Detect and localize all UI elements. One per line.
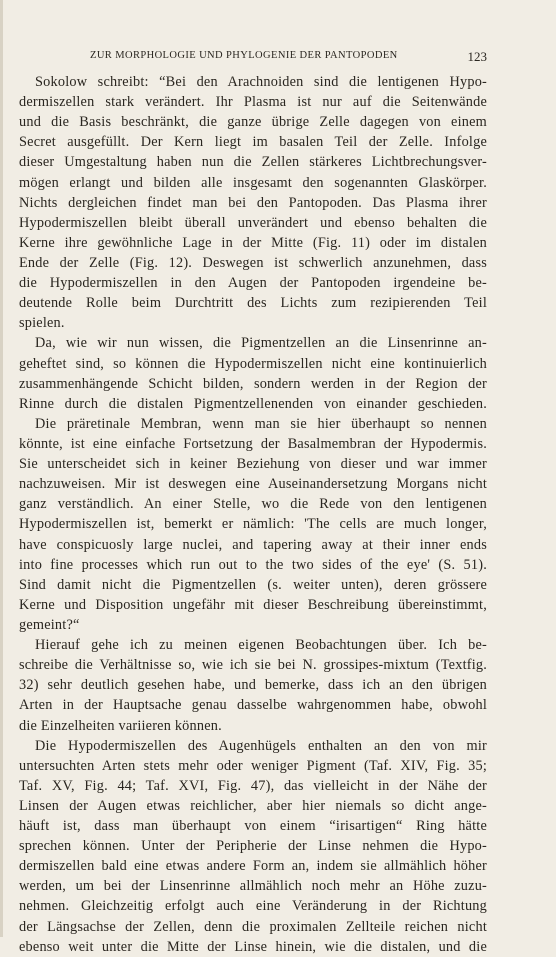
text-line: Linsen der Augen etwas reichlicher, aber hier niemals so dicht ange- — [19, 797, 487, 814]
text-line: zusammenhängende Schicht bilden, sondern werden in der Region der — [19, 375, 487, 392]
text-line: häuft ist, dass man überhaupt von einem “irisartigen“ Ring hätte — [19, 818, 487, 835]
text-line: werden, um bei der Linsenrinne allmählich noch mehr an Höhe zuzu- — [19, 878, 487, 895]
text-line: nehmen. Gleichzeitig erfolgt auch eine Veränderung in der Richtung — [19, 898, 487, 915]
text-line: spielen. — [19, 315, 65, 332]
text-line: Secret ausgefüllt. Der Kern liegt im basalen Teil der Zelle. Infolge — [19, 134, 487, 151]
text-line: Nichts dergleichen findet man bei den Pantopoden. Das Plasma ihrer — [19, 194, 487, 211]
text-line: Rinne durch die distalen Pigmentzellenenden von einander geschieden. — [19, 395, 487, 412]
page-edge-shadow — [0, 0, 3, 937]
text-line: geheftet sind, so können die Hypodermiszellen nicht eine kontinuierlich — [19, 355, 487, 372]
text-line: gemeint?“ — [19, 616, 80, 633]
text-line: Sokolow schreibt: “Bei den Arachnoiden sind die lentigenen Hypo- — [35, 74, 487, 90]
text-line: Die präretinale Membran, wenn man sie hier überhaupt so nennen — [35, 415, 487, 432]
text-line: have conspicuosly large nuclei, and tapering away at their inner ends — [19, 536, 487, 553]
text-line: könnte, ist eine einfache Fortsetzung der Basalmembran der Hypodermis. — [19, 435, 487, 452]
text-line: Hypodermiszellen bleibt überall unverändert und ebenso behalten die — [19, 214, 487, 231]
text-line: into fine processes which run out to the two sides of the eye' (S. 51). — [19, 556, 487, 573]
text-line: sprechen können. Unter der Peripherie der Linse nehmen die Hypo- — [19, 838, 487, 855]
text-line: der Längsachse der Zellen, denn die proximalen Zellteile reichen nicht — [19, 918, 487, 935]
text-line: deutende Rolle beim Durchtritt des Lichts zum rezipierenden Teil — [19, 295, 487, 312]
text-line: untersuchten Arten stets mehr oder weniger Pigment (Taf. XIV, Fig. 35; — [19, 757, 487, 774]
text-line: Kerne ihre gewöhnliche Lage in der Mitte (Fig. 11) oder im distalen — [19, 234, 487, 251]
running-head — [0, 50, 556, 66]
running-title: ZUR MORPHOLOGIE UND PHYLOGENIE DER PANTOPODEN — [90, 50, 398, 61]
text-line: Sind damit nicht die Pigmentzellen (s. weiter unten), deren grössere — [19, 576, 487, 593]
text-line: Da, wie wir nun wissen, die Pigmentzellen an die Linsenrinne an- — [35, 335, 487, 352]
text-line: dieser Umgestaltung haben nun die Zellen stärkeres Lichtbrechungsver- — [19, 154, 487, 171]
text-line: schreibe die Verhältnisse so, wie ich sie bei N. grossipes-mixtum (Textfig. — [19, 657, 487, 674]
text-line: Hypodermiszellen ist, bemerkt er nämlich: 'The cells are much longer, — [19, 516, 487, 533]
text-line: Ende der Zelle (Fig. 12). Deswegen ist schwerlich anzunehmen, dass — [19, 254, 487, 271]
text-line: mögen erlangt und bilden alle insgesamt den sogenannten Glaskörper. — [19, 174, 487, 191]
text-line: Arten in der Hauptsache genau dasselbe wahrgenommen habe, obwohl — [19, 697, 487, 714]
text-line: Kerne und Disposition ungefähr mit dieser Beschreibung übereinstimmt, — [19, 596, 487, 613]
text-line: ganz verständlich. An einer Stelle, wo die Rede von den lentigenen — [19, 496, 487, 513]
page-number: 123 — [467, 49, 487, 64]
text-line: Sie unterscheidet sich in keiner Beziehung von dieser und war immer — [19, 456, 487, 473]
text-line: die Hypodermiszellen in den Augen der Pantopoden irgendeine be- — [19, 275, 487, 292]
text-line: dermiszellen bald eine etwas andere Form an, indem sie allmählich höher — [19, 858, 487, 875]
text-line: nachzuweisen. Mir ist deswegen eine Auseinandersetzung Morgans nicht — [19, 476, 487, 493]
body-text — [19, 72, 487, 957]
text-line: 32) sehr deutlich gesehen habe, und bemerke, dass ich an den übrigen — [19, 677, 487, 694]
text-line: Taf. XV, Fig. 44; Taf. XVI, Fig. 47), das vielleicht in der Nähe der — [19, 777, 487, 794]
text-line: ebenso weit unter die Mitte der Linse hinein, wie die distalen, und die — [19, 938, 487, 955]
text-line: Hierauf gehe ich zu meinen eigenen Beobachtungen über. Ich be- — [35, 637, 487, 654]
text-line: die Einzelheiten variieren können. — [19, 717, 222, 734]
text-line: Die Hypodermiszellen des Augenhügels enthalten an den von mir — [35, 737, 487, 754]
text-line: und die Basis beschränkt, die ganze übrige Zelle dagegen von einem — [19, 114, 487, 131]
text-line: dermiszellen stark verändert. Ihr Plasma ist nur auf die Seitenwände — [19, 94, 487, 111]
